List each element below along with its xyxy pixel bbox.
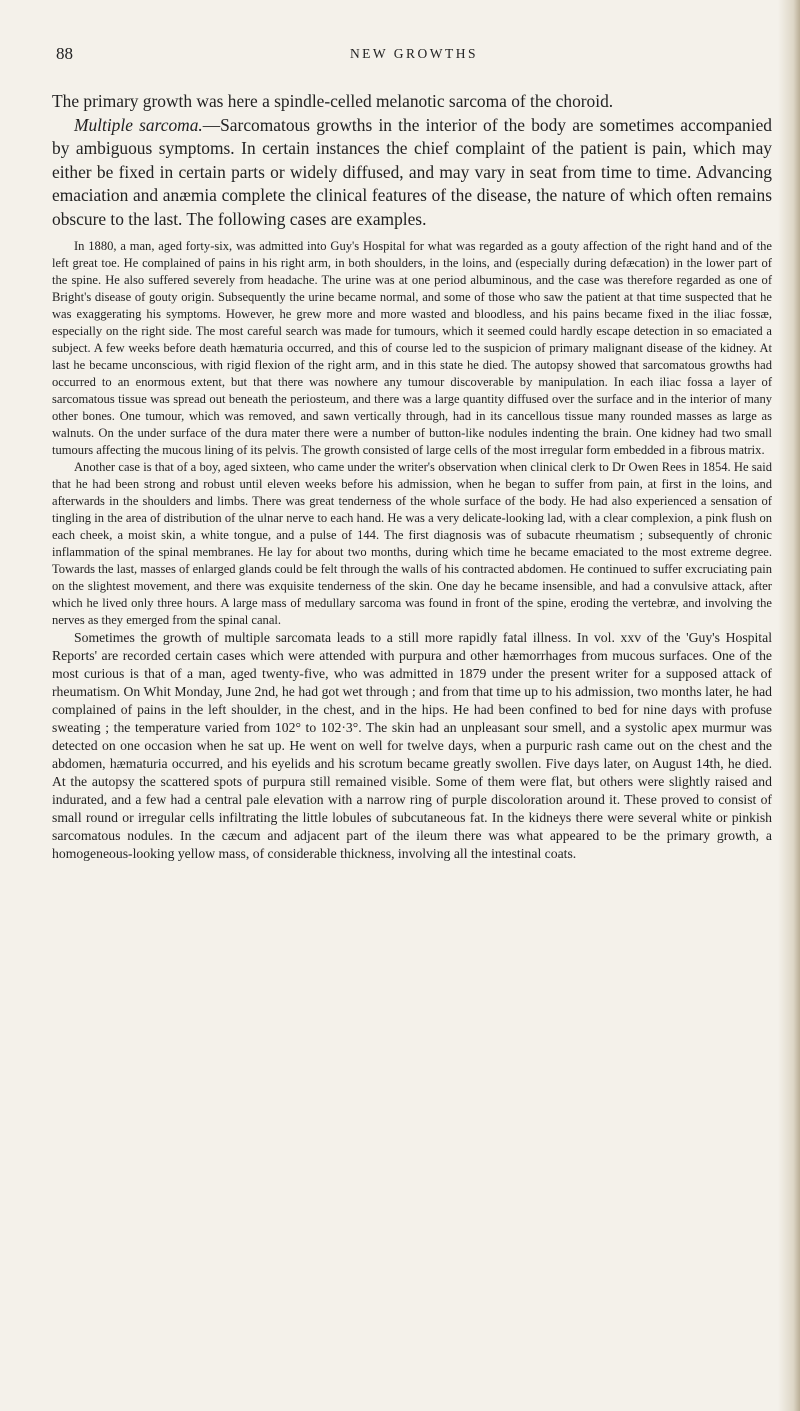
paragraph-multiple-sarcoma bbox=[52, 114, 772, 232]
section-text-multiple-sarcoma: —Sarcomatous growths in the interior of the body are sometimes accompanied by ambiguous symptoms. In certain instances the chief complaint of the patient is pain, which may either be fixed in certain parts or widely diffused, and may vary in seat from time to time. Advancing emaciation and anæmia complete the clinical features of the disease, the nature of which often remains obscure to the last. The following cases are examples. bbox=[52, 114, 772, 229]
book-page bbox=[52, 0, 776, 1411]
page-number: 88 bbox=[56, 44, 73, 63]
page-edge-shadow bbox=[778, 0, 800, 1411]
page-body bbox=[52, 90, 772, 863]
paragraph-case-boy-sixteen: Another case is that of a boy, aged sixteen, who came under the writer's observation when clinical clerk to Dr Owen Rees in 1854. He said that he had been strong and robust until eleven weeks before his admission, when he began to suffer from pain, at first in the loins, and afterwards in the shoulders and limbs. There was great tenderness of the whole surface of the body. He had also experienced a sensation of tingling in the area of distribution of the ulnar nerve to each hand. He was a very delicate-looking lad, with a clear complexion, a pink flush on each cheek, a moist skin, a white tongue, and a pulse of 144. The first diagnosis was of subacute rheumatism ; subsequently of chronic inflammation of the spinal membranes. He lay for about two months, during which time he became emaciated to the most extreme degree. Towards the last, masses of enlarged glands could be felt through the walls of his contracted abdomen. He continued to suffer excruciating pain on the slightest movement, and there was exquisite tenderness of the skin. One day he became insensible, and had a convulsive attack, after which he lived only three hours. A large mass of medullary sarcoma was found in front of the spine, eroding the vertebræ, and involving the nerves as they emerged from the spinal canal. bbox=[52, 459, 772, 627]
paragraph-purpura-cases: Sometimes the growth of multiple sarcomata leads to a still more rapidly fatal illness. In vol. xxv of the 'Guy's Hospital Reports' are recorded certain cases which were attended with purpura and other hæmorrhages from mucous surfaces. One of the most curious is that of a man, aged twenty-five, who was admitted in 1879 under the present writer for a supposed attack of rheumatism. On Whit Monday, June 2nd, he had got wet through ; and from that time up to his admission, two months later, he had complained of pains in the left shoulder, in the chest, and in the hips. He had been confined to bed for nine days with profuse sweating ; the temperature varied from 102° to 102·3°. The skin had an unpleasant sour smell, and a systolic apex murmur was detected on one occasion when he sat up. He went on well for twelve days, when a purpuric rash came out on the chest and the abdomen, hæmaturia occurred, and his eyelids and his scrotum became greatly swollen. Five days later, on August 14th, he died. At the autopsy the scattered spots of purpura still remained visible. Some of them were flat, but others were slightly raised and indurated, and a few had a central pale elevation with a narrow ring of purple discoloration around it. These proved to consist of small round or irregular cells infiltrating the little lobules of subcutaneous fat. In the kidneys there were several white or pinkish sarcomatous nodules. In the cæcum and adjacent part of the ileum there was what appeared to be the primary growth, a homogeneous-looking yellow mass, of considerable thickness, involving all the intestinal coats. bbox=[52, 629, 772, 861]
paragraph-case-1880: In 1880, a man, aged forty-six, was admitted into Guy's Hospital for what was regarded as a gouty affection of the right hand and of the left great toe. He complained of pains in his right arm, in both shoulders, in the loins, and (especially during defæcation) in the lower part of the spine. He also suffered severely from headache. The urine was at one period albuminous, and the case was therefore regarded as one of Bright's disease of gouty origin. Subsequently the urine became normal, and some of those who saw the patient at that time suspected that he was exaggerating his symptoms. However, he grew more and more wasted and bloodless, and his pains became fixed in the iliac fossæ, especially on the right side. The most careful search was made for tumours, which it seemed could hardly escape detection in so emaciated a subject. A few weeks before death hæmaturia occurred, and this of course led to the suspicion of primary malignant disease of the kidney. At last he became unconscious, with rigid flexion of the right arm, and in this state he died. The autopsy showed that sarcomatous growths had occurred to an enormous extent, but that there was nowhere any tumour discoverable by manipulation. In each iliac fossa a layer of sarcomatous tissue was spread out beneath the periosteum, and there was a large quantity diffused over the surface and in the interior of many other bones. One tumour, which was removed, and sawn vertically through, had in its cancellous tissue many rounded masses as large as walnuts. On the under surface of the dura mater there were a number of button-like nodules indenting the brain. One kidney had two small tumours affecting the mucous lining of its pelvis. The growth consisted of large cells of the most irregular form embedded in a fibrous matrix. bbox=[52, 238, 772, 457]
section-heading-multiple-sarcoma: Multiple sarcoma. bbox=[74, 114, 203, 135]
running-title: NEW GROWTHS bbox=[349, 46, 479, 61]
paragraph-primary-growth: The primary growth was here a spindle-celled melanotic sarcoma of the choroid. bbox=[52, 91, 614, 111]
